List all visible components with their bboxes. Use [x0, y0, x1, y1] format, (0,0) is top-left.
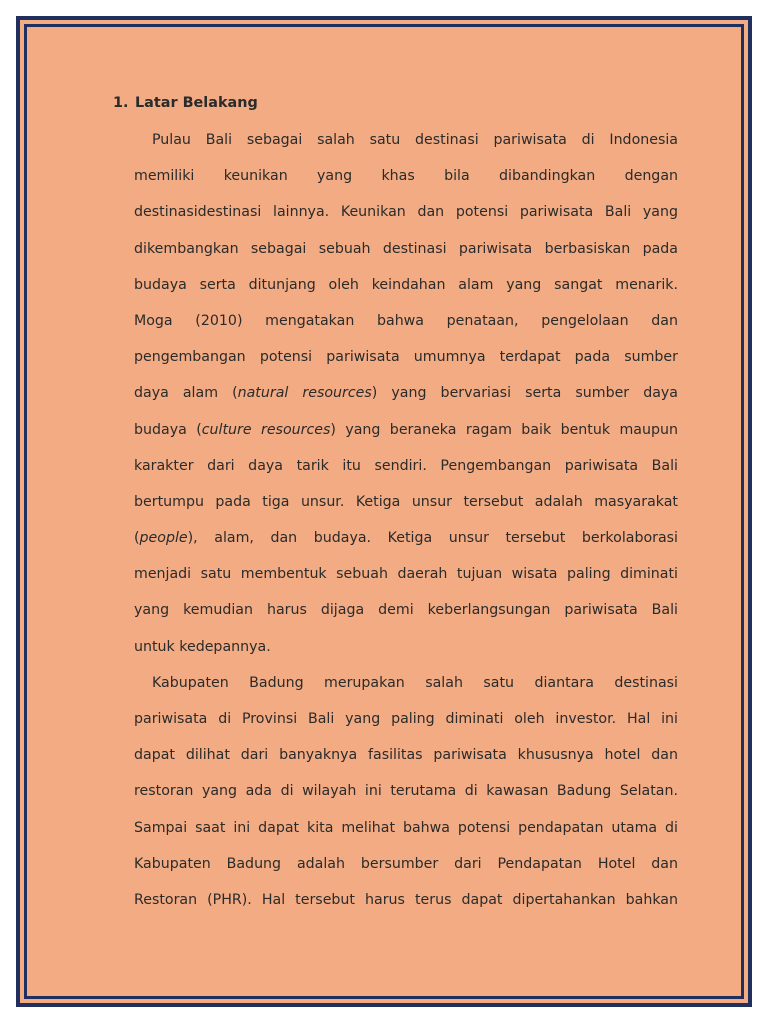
paragraph-line: Pulau Bali sebagai salah satu destinasi pariwisata di Indonesia	[152, 132, 678, 148]
paragraph-line: pengembangan potensi pariwisata umumnya terdapat pada sumber	[134, 349, 678, 366]
paragraph-line: menjadi satu membentuk sebuah daerah tujuan wisata paling diminati	[134, 566, 678, 583]
paragraph-line: memiliki keunikan yang khas bila dibandingkan dengan	[134, 168, 678, 185]
text-run: (	[134, 530, 140, 547]
section-title: Latar Belakang	[135, 95, 258, 111]
paragraph-line: untuk kedepannya.	[134, 638, 271, 655]
paragraph-line	[134, 420, 678, 456]
text-run: ) yang beraneka ragam baik bentuk maupun	[330, 421, 678, 438]
paragraph-2	[134, 673, 678, 926]
paragraph-line	[134, 528, 678, 564]
paragraph-line: Kabupaten Badung adalah bersumber dari Pendapatan Hotel dan	[134, 855, 678, 872]
paragraph-line: restoran yang ada di wilayah ini terutama di kawasan Badung Selatan.	[134, 783, 678, 800]
paragraph-line: bertumpu pada tiga unsur. Ketiga unsur tersebut adalah masyarakat	[134, 493, 678, 510]
paragraph-line: yang kemudian harus dijaga demi keberlangsungan pariwisata Bali	[134, 602, 678, 619]
italic-term: people	[139, 530, 188, 547]
paragraph-line: pariwisata di Provinsi Bali yang paling diminati oleh investor. Hal ini	[134, 711, 678, 727]
paragraph-line: Moga (2010) mengatakan bahwa penataan, pengelolaan dan	[134, 312, 678, 329]
section-heading	[113, 96, 678, 110]
paragraph-line: karakter dari daya tarik itu sendiri. Pengembangan pariwisata Bali	[134, 457, 678, 474]
paragraph-line: dapat dilihat dari banyaknya fasilitas pariwisata khususnya hotel dan	[134, 747, 678, 764]
text-run: daya alam (	[134, 385, 238, 402]
paragraph-line: Kabupaten Badung merupakan salah satu diantara destinasi	[152, 674, 678, 691]
section-number: 1.	[113, 95, 129, 111]
paragraph-line: Restoran (PHR). Hal tersebut harus terus dapat dipertahankan bahkan	[134, 891, 678, 908]
text-run: ) yang bervariasi serta sumber daya	[371, 385, 678, 402]
paragraph-1	[134, 130, 678, 673]
document-body	[113, 95, 678, 926]
paragraph-line: budaya serta ditunjang oleh keindahan alam yang sangat menarik.	[134, 276, 678, 293]
italic-term: natural resources	[237, 385, 372, 402]
text-run: budaya (	[134, 421, 202, 438]
italic-term: culture resources	[201, 421, 331, 438]
paragraph-line: Sampai saat ini dapat kita melihat bahwa potensi pendapatan utama di	[134, 819, 678, 836]
paragraph-line: destinasidestinasi lainnya. Keunikan dan potensi pariwisata Bali yang	[134, 204, 678, 221]
paragraph-line	[134, 383, 678, 419]
text-run: ), alam, dan budaya. Ketiga unsur tersebut berkolaborasi	[187, 530, 678, 547]
paragraph-line: dikembangkan sebagai sebuah destinasi pariwisata berbasiskan pada	[134, 240, 678, 257]
